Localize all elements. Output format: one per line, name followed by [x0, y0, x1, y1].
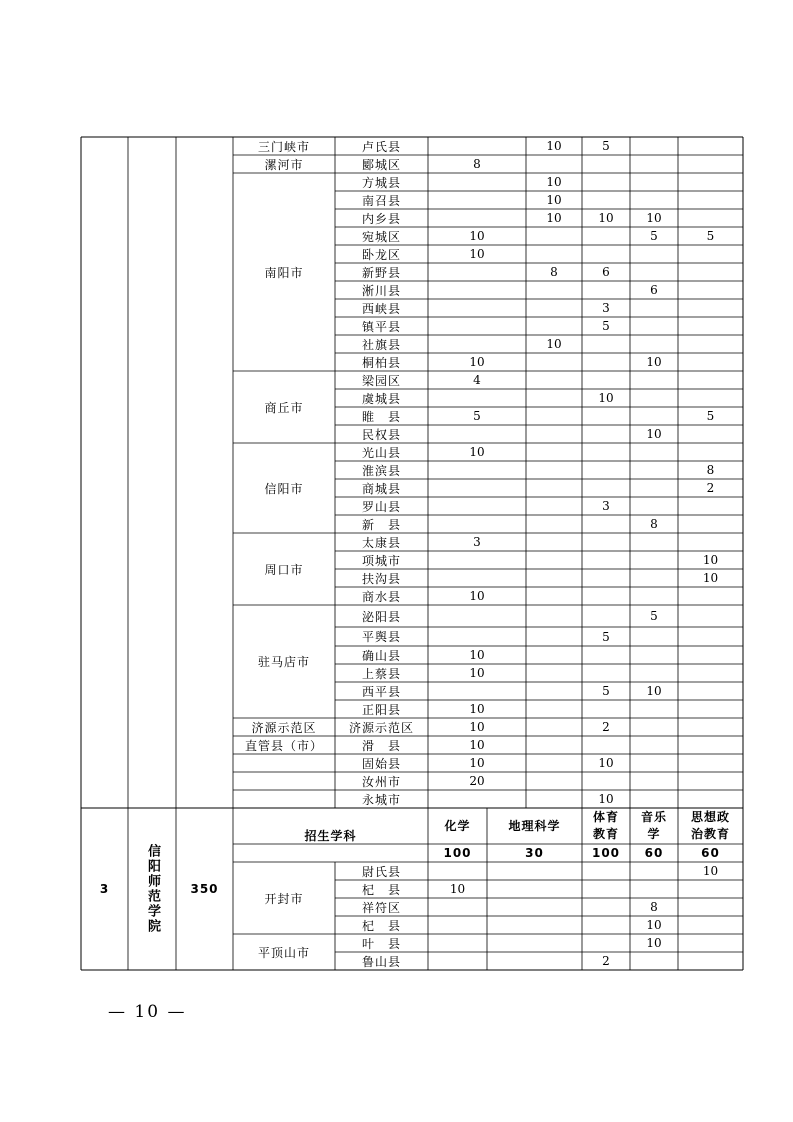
quota-cell	[582, 551, 630, 569]
county-cell: 社旗县	[361, 337, 401, 352]
quota-cell: 10	[469, 738, 485, 752]
quota-cell: 10	[598, 792, 614, 806]
county-cell: 鲁山县	[361, 954, 401, 969]
quota-cell	[678, 646, 743, 664]
quota-cell	[526, 754, 582, 772]
quota-cell	[678, 371, 743, 389]
quota-cell	[678, 443, 743, 461]
county-cell: 新 县	[361, 517, 401, 532]
quota-cell	[582, 155, 630, 173]
quota-cell	[487, 898, 582, 916]
county-cell: 杞 县	[361, 882, 401, 897]
quota-cell	[678, 245, 743, 263]
city-cell	[233, 772, 335, 790]
county-cell: 淮滨县	[361, 463, 401, 478]
quota-cell	[630, 569, 678, 587]
quota-cell	[678, 317, 743, 335]
quota-cell	[630, 389, 678, 407]
quota-cell	[526, 497, 582, 515]
quota-cell: 5	[706, 229, 715, 243]
quota-cell: 20	[469, 774, 485, 788]
quota-cell: 2	[706, 481, 715, 495]
city-cell: 漯河市	[264, 157, 304, 172]
county-cell: 济源示范区	[348, 720, 414, 735]
county-cell: 光山县	[361, 445, 401, 460]
quota-cell	[526, 353, 582, 371]
quota-cell: 4	[473, 373, 481, 387]
county-cell: 杞 县	[361, 918, 401, 933]
quota-cell	[428, 790, 526, 808]
quota-cell	[630, 335, 678, 353]
county-cell: 滑 县	[361, 738, 401, 753]
quota-cell	[678, 353, 743, 371]
quota-cell	[630, 497, 678, 515]
quota-cell	[428, 497, 526, 515]
quota-cell	[526, 646, 582, 664]
quota-cell	[582, 335, 630, 353]
quota-cell	[428, 551, 526, 569]
quota-cell	[582, 515, 630, 533]
quota-cell: 10	[469, 355, 485, 369]
quota-cell	[678, 718, 743, 736]
quota-cell	[526, 700, 582, 718]
quota-cell	[582, 772, 630, 790]
quota-cell	[582, 479, 630, 497]
quota-cell	[487, 880, 582, 898]
quota-cell	[526, 461, 582, 479]
quota-cell	[582, 443, 630, 461]
subject-header: 体育教育	[592, 810, 619, 841]
county-cell: 宛城区	[361, 229, 401, 244]
county-cell: 商城县	[361, 481, 401, 496]
quota-cell	[428, 569, 526, 587]
quota-cell	[582, 736, 630, 754]
quota-cell	[678, 209, 743, 227]
subject-header: 化学	[444, 818, 471, 833]
quota-cell	[526, 772, 582, 790]
quota-cell	[678, 605, 743, 627]
quota-cell	[526, 317, 582, 335]
quota-cell	[428, 952, 487, 970]
quota-cell	[526, 605, 582, 627]
quota-cell: 10	[469, 648, 485, 662]
quota-cell	[630, 245, 678, 263]
quota-cell: 10	[546, 175, 562, 189]
quota-cell	[526, 569, 582, 587]
quota-cell	[428, 425, 526, 443]
quota-cell	[630, 371, 678, 389]
quota-cell: 10	[598, 756, 614, 770]
county-cell: 正阳县	[361, 702, 401, 717]
quota-cell	[678, 934, 743, 952]
quota-cell: 2	[602, 720, 610, 734]
quota-cell	[630, 718, 678, 736]
quota-cell	[582, 880, 630, 898]
quota-cell	[526, 515, 582, 533]
quota-cell	[678, 137, 743, 155]
city-cell: 驻马店市	[257, 655, 310, 669]
quota-cell	[428, 173, 526, 191]
quota-cell	[428, 191, 526, 209]
quota-cell	[526, 790, 582, 808]
quota-cell: 10	[546, 211, 562, 225]
county-cell: 民权县	[361, 427, 401, 442]
quota-cell	[630, 461, 678, 479]
quota-cell	[630, 952, 678, 970]
quota-cell: 10	[646, 355, 662, 369]
subject-header: 思想政治教育	[690, 810, 730, 841]
quota-cell	[630, 407, 678, 425]
quota-cell	[526, 479, 582, 497]
quota-cell: 3	[602, 499, 610, 513]
quota-cell	[630, 790, 678, 808]
quota-cell: 8	[550, 265, 558, 279]
quota-cell	[678, 389, 743, 407]
quota-cell	[582, 461, 630, 479]
county-cell: 南召县	[361, 193, 401, 208]
quota-cell	[428, 299, 526, 317]
quota-cell: 10	[646, 427, 662, 441]
quota-cell	[630, 862, 678, 880]
county-cell: 西峡县	[361, 301, 401, 316]
quota-cell	[582, 245, 630, 263]
quota-cell	[526, 407, 582, 425]
quota-cell	[582, 862, 630, 880]
quota-cell	[630, 137, 678, 155]
county-cell: 睢 县	[361, 409, 401, 424]
quota-cell	[582, 533, 630, 551]
quota-cell	[630, 700, 678, 718]
quota-cell	[678, 916, 743, 934]
county-cell: 项城市	[361, 553, 401, 568]
county-cell: 西平县	[361, 684, 401, 699]
county-cell: 固始县	[361, 756, 401, 771]
quota-cell	[678, 299, 743, 317]
quota-cell	[678, 587, 743, 605]
quota-cell: 5	[602, 684, 610, 698]
quota-cell	[582, 173, 630, 191]
quota-cell	[630, 772, 678, 790]
quota-cell: 10	[469, 756, 485, 770]
school-name: 信阳师范学院	[145, 844, 160, 934]
quota-cell	[678, 772, 743, 790]
quota-cell	[630, 263, 678, 281]
quota-cell	[678, 155, 743, 173]
quota-cell	[428, 916, 487, 934]
quota-cell	[678, 790, 743, 808]
quota-cell	[630, 754, 678, 772]
quota-cell	[678, 515, 743, 533]
quota-cell	[678, 335, 743, 353]
quota-cell: 10	[469, 589, 485, 603]
county-cell: 内乡县	[361, 211, 401, 226]
quota-cell	[428, 682, 526, 700]
county-cell: 罗山县	[361, 499, 401, 514]
quota-cell	[526, 245, 582, 263]
quota-cell	[630, 646, 678, 664]
county-cell: 卢氏县	[361, 139, 401, 154]
quota-cell	[678, 952, 743, 970]
quota-cell	[678, 754, 743, 772]
quota-cell	[428, 461, 526, 479]
quota-cell	[487, 952, 582, 970]
quota-cell: 10	[469, 666, 485, 680]
subject-total: 30	[525, 846, 544, 860]
quota-cell	[630, 627, 678, 646]
quota-cell: 10	[469, 702, 485, 716]
quota-cell	[526, 281, 582, 299]
quota-cell: 10	[598, 211, 614, 225]
quota-cell	[487, 934, 582, 952]
quota-cell	[526, 627, 582, 646]
quota-cell	[582, 353, 630, 371]
quota-cell	[678, 173, 743, 191]
quota-cell	[526, 371, 582, 389]
city-cell	[233, 790, 335, 808]
county-cell: 商水县	[361, 589, 401, 604]
county-cell: 卧龙区	[361, 247, 401, 262]
quota-cell: 10	[469, 229, 485, 243]
quota-cell	[630, 551, 678, 569]
quota-cell	[630, 173, 678, 191]
quota-cell	[678, 191, 743, 209]
county-cell: 尉氏县	[361, 864, 401, 879]
quota-cell: 6	[602, 265, 610, 279]
subjects-header-label: 招生学科	[304, 828, 357, 843]
city-cell	[233, 754, 335, 772]
quota-cell	[630, 317, 678, 335]
quota-cell	[428, 137, 526, 155]
county-cell: 梁园区	[361, 373, 401, 388]
quota-cell: 5	[602, 319, 610, 333]
city-cell: 南阳市	[264, 265, 304, 280]
county-cell: 汝州市	[361, 774, 401, 789]
quota-cell	[487, 862, 582, 880]
quota-cell: 3	[602, 301, 610, 315]
quota-cell: 5	[650, 609, 658, 623]
county-cell: 扶沟县	[361, 571, 401, 586]
subject-total: 100	[591, 846, 621, 860]
quota-cell	[678, 627, 743, 646]
page-number: — 10 —	[108, 1002, 187, 1022]
subject-total: 100	[443, 846, 472, 860]
quota-cell	[630, 443, 678, 461]
quota-cell	[678, 682, 743, 700]
county-cell: 叶 县	[361, 936, 401, 951]
quota-cell	[582, 587, 630, 605]
quota-cell: 8	[473, 157, 481, 171]
quota-cell	[428, 263, 526, 281]
quota-cell	[526, 587, 582, 605]
city-cell: 直管县（市）	[244, 738, 323, 753]
quota-cell	[678, 425, 743, 443]
quota-cell	[678, 700, 743, 718]
quota-cell: 10	[546, 337, 562, 351]
quota-cell	[428, 479, 526, 497]
quota-cell	[428, 389, 526, 407]
county-cell: 虞城县	[361, 391, 401, 406]
quota-cell	[678, 281, 743, 299]
quota-cell: 10	[546, 193, 562, 207]
quota-cell: 5	[706, 409, 715, 423]
city-cell: 开封市	[264, 891, 304, 906]
city-cell: 商丘市	[264, 400, 304, 415]
subject-header: 音乐学	[640, 810, 667, 841]
quota-cell: 2	[602, 954, 610, 968]
quota-cell	[678, 664, 743, 682]
quota-cell	[582, 569, 630, 587]
quota-cell: 5	[602, 629, 610, 644]
quota-cell	[582, 281, 630, 299]
quota-cell	[630, 155, 678, 173]
quota-cell: 8	[650, 517, 658, 531]
quota-cell	[630, 479, 678, 497]
quota-cell	[582, 227, 630, 245]
county-cell: 泌阳县	[361, 609, 401, 624]
quota-cell: 10	[646, 211, 662, 225]
quota-cell: 10	[469, 445, 485, 459]
quota-cell	[428, 605, 526, 627]
city-cell: 三门峡市	[257, 139, 310, 154]
quota-cell	[630, 299, 678, 317]
county-cell: 淅川县	[361, 283, 401, 298]
quota-cell	[582, 371, 630, 389]
quota-cell	[678, 736, 743, 754]
quota-cell	[428, 317, 526, 335]
quota-cell	[582, 898, 630, 916]
county-cell: 方城县	[361, 175, 401, 190]
county-cell: 永城市	[361, 792, 401, 807]
quota-cell	[428, 627, 526, 646]
county-cell: 桐柏县	[361, 355, 401, 370]
quota-cell	[526, 533, 582, 551]
quota-cell	[526, 299, 582, 317]
quota-cell	[526, 736, 582, 754]
quota-cell	[526, 155, 582, 173]
quota-cell	[678, 263, 743, 281]
quota-cell	[630, 587, 678, 605]
county-cell: 郾城区	[361, 157, 401, 172]
quota-cell: 10	[469, 720, 485, 734]
school-total: 350	[190, 882, 219, 896]
city-cell: 平顶山市	[257, 945, 310, 960]
quota-cell	[582, 700, 630, 718]
county-cell: 平舆县	[361, 630, 401, 644]
quota-cell: 10	[469, 247, 485, 261]
quota-cell	[582, 407, 630, 425]
subject-total: 60	[701, 846, 720, 860]
quota-cell	[428, 515, 526, 533]
county-cell: 镇平县	[361, 319, 401, 334]
quota-cell	[428, 281, 526, 299]
quota-cell	[678, 533, 743, 551]
quota-cell: 5	[602, 139, 610, 153]
quota-cell	[526, 664, 582, 682]
quota-cell	[428, 898, 487, 916]
quota-cell	[582, 425, 630, 443]
quota-cell: 8	[650, 900, 658, 914]
quota-cell: 10	[646, 684, 662, 698]
quota-cell: 10	[449, 882, 466, 896]
quota-cell	[526, 425, 582, 443]
quota-cell	[428, 934, 487, 952]
quota-cell: 8	[706, 463, 715, 477]
county-cell: 祥符区	[361, 900, 401, 915]
quota-cell	[487, 916, 582, 934]
quota-cell	[428, 862, 487, 880]
quota-cell: 3	[473, 535, 481, 549]
quota-cell: 10	[598, 391, 614, 405]
quota-cell: 10	[546, 139, 562, 153]
county-cell: 上蔡县	[361, 666, 401, 681]
quota-cell	[582, 605, 630, 627]
quota-cell	[526, 718, 582, 736]
quota-cell	[630, 736, 678, 754]
county-cell: 新野县	[361, 265, 401, 280]
quota-cell	[582, 916, 630, 934]
quota-cell	[526, 389, 582, 407]
quota-cell	[582, 934, 630, 952]
quota-cell: 5	[650, 229, 658, 243]
city-cell: 信阳市	[264, 481, 304, 496]
quota-cell	[582, 646, 630, 664]
quota-cell: 10	[702, 553, 719, 567]
section-index: 3	[99, 882, 110, 896]
quota-cell	[678, 898, 743, 916]
quota-cell: 10	[702, 864, 719, 878]
quota-cell	[630, 191, 678, 209]
quota-cell	[630, 880, 678, 898]
quota-cell	[428, 209, 526, 227]
quota-cell: 10	[646, 936, 662, 950]
quota-cell	[678, 880, 743, 898]
county-cell: 确山县	[361, 648, 401, 663]
quota-cell	[526, 682, 582, 700]
quota-cell: 5	[473, 409, 481, 423]
subject-total: 60	[644, 846, 664, 860]
quota-cell	[678, 497, 743, 515]
quota-cell	[630, 533, 678, 551]
city-cell: 济源示范区	[251, 720, 317, 735]
quota-cell	[428, 335, 526, 353]
quota-cell	[526, 227, 582, 245]
quota-cell: 6	[650, 283, 658, 297]
quota-cell: 10	[646, 918, 662, 932]
quota-cell: 10	[702, 571, 719, 585]
quota-cell	[526, 443, 582, 461]
county-cell: 太康县	[361, 535, 401, 550]
quota-cell	[630, 664, 678, 682]
quota-cell	[526, 551, 582, 569]
subject-header: 地理科学	[508, 818, 561, 833]
city-cell: 周口市	[264, 562, 304, 577]
quota-cell	[582, 664, 630, 682]
quota-cell	[582, 191, 630, 209]
